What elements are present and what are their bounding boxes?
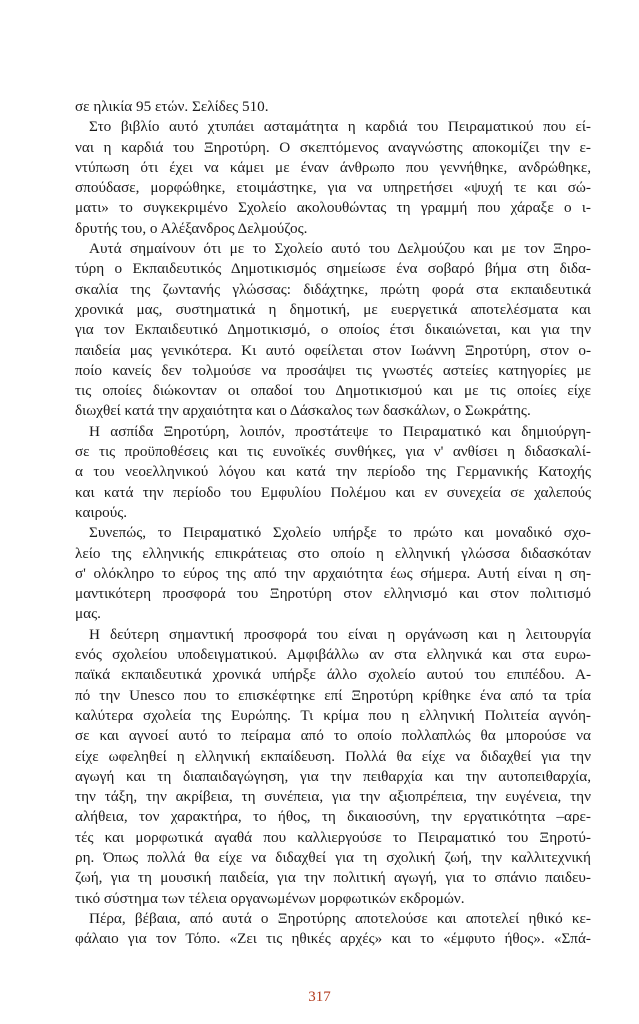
text-line: ντύπωση ότι έχει να κάμει με έναν άνθρωπο που γεννήθηκε, ανδρώθηκε, — [75, 158, 591, 176]
text-line: παϊκά εκπαιδευτικά χρονικά υπήρξε άλλο σχολείο αυτού του επιπέδου. Α- — [75, 666, 591, 684]
text-line: καιρούς. — [75, 503, 128, 521]
text-line: σπούδασε, μορφώθηκε, ετοιμάστηκε, για να υπηρετήσει «ψυχή τε και σώ- — [75, 179, 591, 197]
text-line: ματι» το συγκεκριμένο Σχολείο ακολουθώντας τη γραμμή που χάραξε ο ι- — [75, 199, 591, 217]
text-line: Η δεύτερη σημαντική προσφορά του είναι η οργάνωση και η λειτουργία — [89, 625, 591, 643]
text-line: τις οποίες διώκονταν οι οπαδοί του Δημοτικισμού και με τις οποίες είχε — [75, 382, 591, 400]
text-line: Στο βιβλίο αυτό χτυπάει ασταμάτητα η καρδιά του Πειραματικού που εί- — [89, 118, 591, 136]
text-line: Πέρα, βέβαια, από αυτά ο Ξηροτύρης αποτελούσε και αποτελεί ηθικό κε- — [89, 909, 591, 927]
text-line: αλήθεια, τον χαρακτήρα, το ήθος, τη δικαιοσύνη, την εργατικότητα –αρε- — [75, 808, 591, 826]
text-line: μας. — [75, 605, 101, 623]
text-line: διωχθεί κατά την αρχαιότητα και ο Δάσκαλος των δασκάλων, ο Σωκράτης. — [75, 402, 531, 420]
text-line: τές και μορφωτικά αγαθά που καλλιεργούσε το Πειραματικό του Ξηροτύ- — [75, 828, 591, 846]
text-line: καλύτερα σχολεία της Ευρώπης. Τι κρίμα που η ελληνική Πολιτεία αγνόη- — [75, 706, 591, 724]
text-line: ποίο κανείς δεν τολμούσε να προσάψει τις γνωστές αστείες κατηγορίες με — [75, 361, 591, 379]
text-line: ρη. Όπως πολλά θα είχε να διδαχθεί για τη σχολική ζωή, την καλλιτεχνική — [75, 848, 591, 866]
text-line: τικό σύστημα των τέλεια οργανωμένων μορφωτικών εκδρομών. — [75, 889, 465, 907]
text-line: ζωή, για τη μουσική παιδεία, για την πολιτική αγωγή, για το σπάνιο παιδευ- — [75, 869, 591, 887]
page-number: 317 — [308, 989, 331, 1005]
text-line: τύρη ο Εκπαιδευτικός Δημοτικισμός σημείωσε ένα σοβαρό βήμα στη διδα- — [75, 260, 591, 278]
text-line: σκαλία της ζωντανής γλώσσας: διδάχτηκε, πρώτη φορά στα εκπαιδευτικά — [75, 280, 591, 298]
text-line: σε ηλικία 95 ετών. Σελίδες 510. — [75, 98, 269, 115]
text-line: σ' ολόκληρο το εύρος της από την αρχαιότητα έως σήμερα. Αυτή είναι η ση- — [75, 564, 591, 582]
text-line: και κατά την περίοδο του Εμφυλίου Πολέμου και εν συνεχεία σε χαλεπούς — [75, 483, 591, 501]
text-line: φάλαιο για τον Τόπο. «Ζει τις ηθικές αρχές» και το «έμφυτο ήθος». «Σπά- — [75, 930, 591, 948]
text-line: για τον Εκπαιδευτικό Δημοτικισμό, ο οποίος έτσι δικαιώνεται, και για την — [75, 321, 591, 339]
text-line: ενός σχολείου υποδειγματικού. Αμφιβάλλω αν στα ελληνικά και στα ευρω- — [75, 646, 591, 664]
text-line: Αυτά σημαίνουν ότι με το Σχολείο αυτό του Δελμούζου και με τον Ξηρο- — [89, 240, 591, 258]
text-line: Η ασπίδα Ξηροτύρη, λοιπόν, προστάτεψε το Πειραματικό και δημιούργη- — [89, 422, 591, 440]
text-line: σε τις προϋποθέσεις και τις ευνοϊκές συνθήκες, για ν' ανθίσει η διδασκαλί- — [75, 443, 591, 461]
text-line: πό την Unesco που το επισκέφτηκε επί Ξηροτύρη κρίθηκε ένα από τα τρία — [75, 686, 591, 704]
text-line: μαντικότερη προσφορά του Ξηροτύρη στον ελληνισμό και στον πολιτισμό — [75, 585, 591, 603]
text-line: α του νεοελληνικού λόγου και κατά την περίοδο της Γερμανικής Κατοχής — [75, 463, 591, 481]
text-line: σε και αγνοεί αυτό το πείραμα από το οποίο πολλαπλώς θα μπορούσε να — [75, 727, 591, 745]
text-line: ναι η καρδιά του Ξηροτύρη. Ο σκεπτόμενος αναγνώστης αποκομίζει την ε- — [75, 138, 591, 156]
text-line: αγωγή και τη διαπαιδαγώγηση, για την πειθαρχία και την αυτοπειθαρχία, — [75, 767, 591, 785]
text-line: Συνεπώς, το Πειραματικό Σχολείο υπήρξε το πρώτο και μοναδικό σχο- — [89, 524, 591, 542]
text-line: λείο της ελληνικής επικράτειας στο οποίο η ελληνική γλώσσα διδασκόταν — [75, 544, 591, 562]
body-text — [75, 97, 591, 949]
text-line: χρονικά μας, συστηματικά η δημοτική, με ευεργετικά αποτελέσματα και — [75, 300, 591, 318]
text-line: την τάξη, την ακρίβεια, τη συνέπεια, για την αξιοπρέπεια, την ευγένεια, την — [75, 788, 591, 806]
text-line: δρυτής του, ο Αλέξανδρος Δελμούζος. — [75, 219, 308, 237]
text-line: είχε ωφεληθεί η ελληνική εκπαίδευση. Πολλά θα είχε να διδαχθεί για την — [75, 747, 591, 765]
text-line: παιδεία μας γενικότερα. Κι αυτό οφείλεται στον Ιωάννη Ξηροτύρη, στον ο- — [75, 341, 591, 359]
